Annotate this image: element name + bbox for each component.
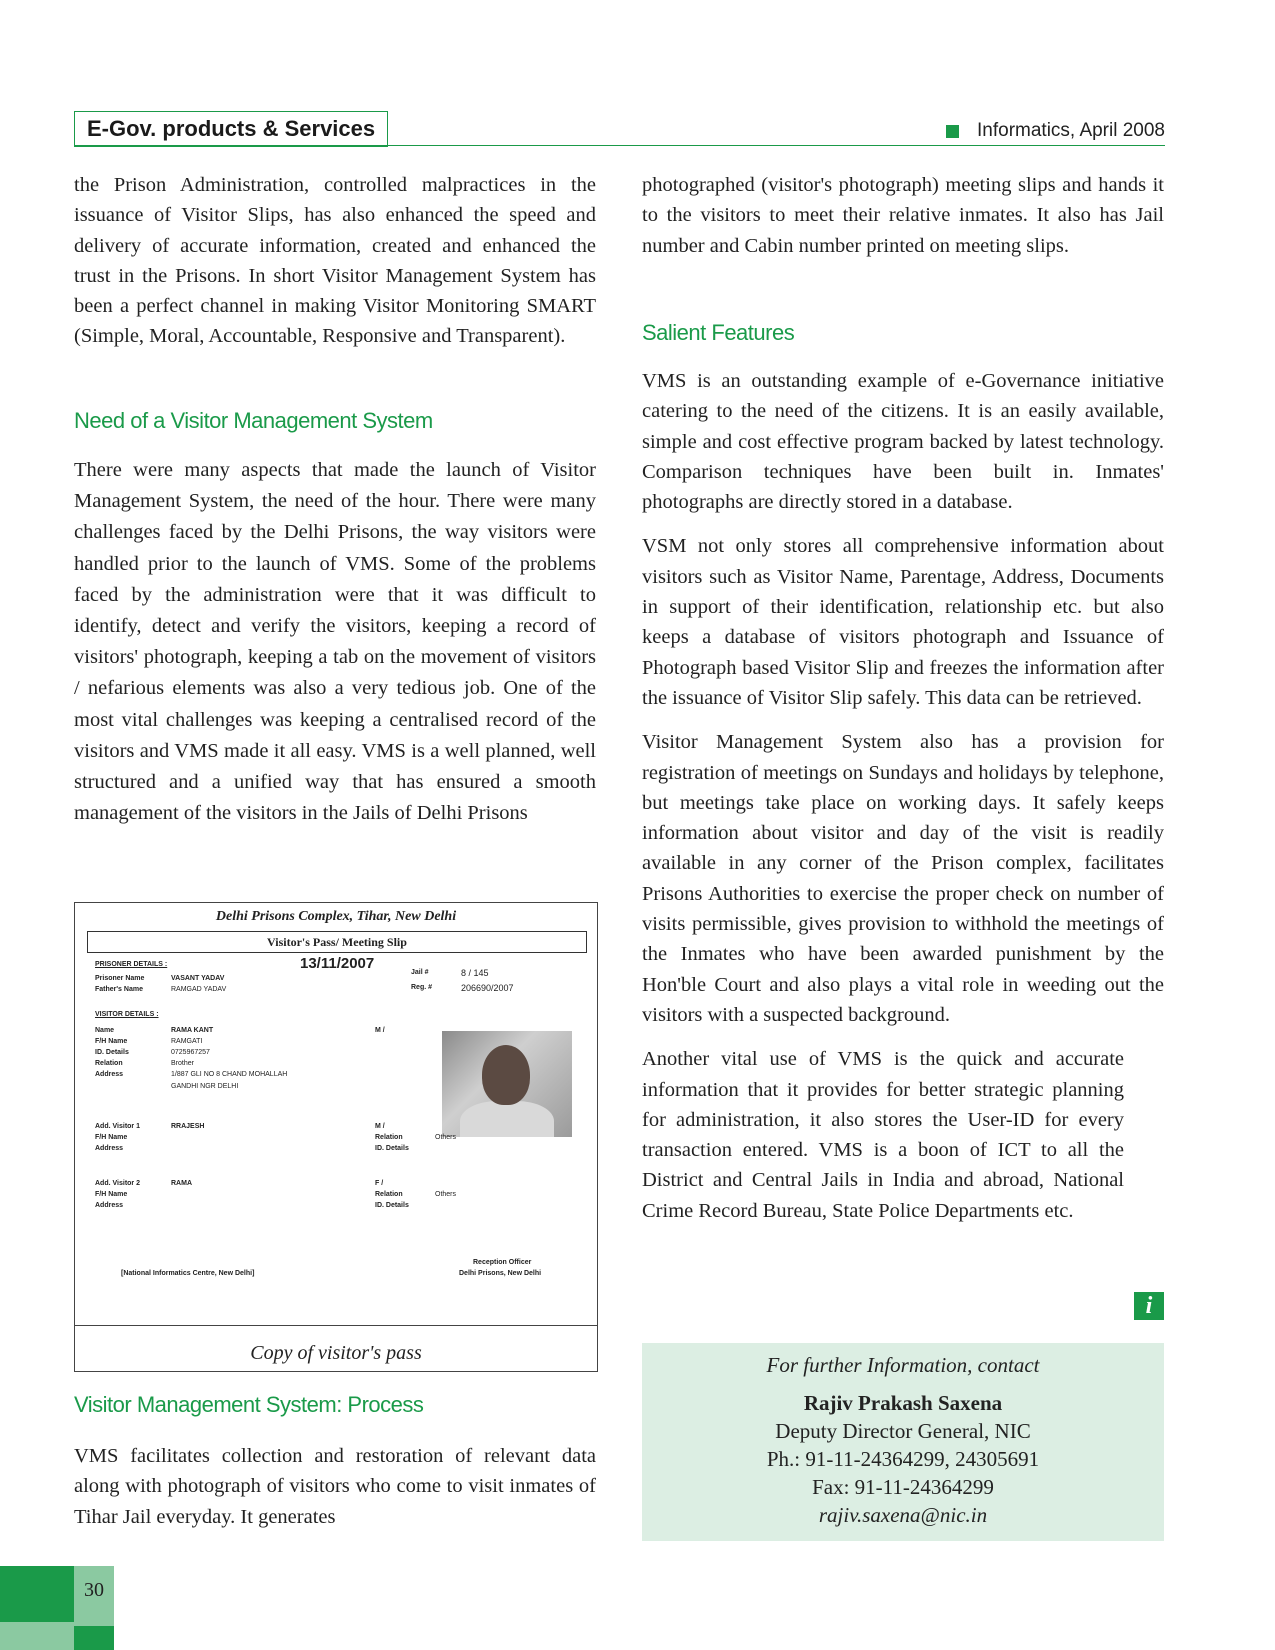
jail-number: 8 / 145 xyxy=(461,968,489,978)
nic-footer: [National Informatics Centre, New Delhi] xyxy=(121,1270,255,1277)
left-column xyxy=(74,170,596,352)
addl-1-address-label: Address xyxy=(95,1145,124,1152)
contact-role: Deputy Director General, NIC xyxy=(775,1419,1031,1443)
right-column xyxy=(642,170,1164,261)
addl-2-address-label: Address xyxy=(95,1202,124,1209)
section-title: E-Gov. products & Services xyxy=(74,111,388,147)
visitor-pass-image xyxy=(75,903,597,1326)
addl-visitor-2: RAMA xyxy=(171,1180,192,1187)
right-paragraph-4: Visitor Management System also has a provision for registration of meetings on Sundays and holidays by telephone, but meetings take place on working days. It safely keeps information about visitor and day of the visit is readily available in any corner of the Prison complex, facilitates Prisons Authorities to exercise the proper check on number of visits permissible, gives provision to withhold the meetings of the Inmates who have been awarded punishment by the Hon'ble Court and also plays a vital role in weeding out the visitors with a suspected background. xyxy=(642,731,1164,1026)
addl-visitor-1-gender: M / xyxy=(375,1123,385,1130)
addl-2-fh-label: F/H Name xyxy=(95,1191,128,1198)
visitor-pass-figure xyxy=(74,902,598,1372)
reception-office: Delhi Prisons, New Delhi xyxy=(459,1270,542,1277)
father-name: RAMGAD YADAV xyxy=(171,986,227,993)
addl-1-relation: Others xyxy=(435,1134,457,1141)
pass-date: 13/11/2007 xyxy=(300,955,375,972)
visitor-photo xyxy=(442,1031,572,1137)
relation-value: Brother xyxy=(171,1060,194,1067)
addl-1-relation-label: Relation xyxy=(375,1134,403,1141)
right-paragraph-3: VSM not only stores all comprehensive information about visitors such as Visitor Name, Parentage, Address, Documents in support of their identification, relationship etc. but also keeps a database of visitors photograph and Issuance of Photograph based Visitor Slip and freezes the information after the issuance of Visitor Slip safely. This data can be retrieved. xyxy=(642,535,1164,709)
page-corner-block xyxy=(0,1566,74,1622)
contact-fax: Fax: 91-11-24364299 xyxy=(812,1475,994,1499)
left-column-2 xyxy=(74,455,596,829)
addl-2-relation: Others xyxy=(435,1191,457,1198)
addl-visitor-1-label: Add. Visitor 1 xyxy=(95,1123,140,1130)
jail-label: Jail # xyxy=(411,969,429,976)
prisoner-name: VASANT YADAV xyxy=(171,975,225,982)
visitor-gender: M / xyxy=(375,1027,385,1034)
contact-name: Rajiv Prakash Saxena xyxy=(803,1391,1003,1415)
reg-number: 206690/2007 xyxy=(461,983,514,993)
right-paragraph-1: photographed (visitor's photograph) meeting slips and hands it to the visitors to meet their relative inmates. It also has Jail number and Cabin number printed on meeting slips. xyxy=(642,174,1164,257)
addl-visitor-2-label: Add. Visitor 2 xyxy=(95,1180,140,1187)
reception-officer: Reception Officer xyxy=(473,1259,532,1266)
fh-name-label: F/H Name xyxy=(95,1038,128,1045)
right-paragraph-5: Another vital use of VMS is the quick and accurate information that it provides for better strategic planning for administration, it also stores the User-ID for every transaction entered. VMS is a boon of ICT to all the District and Central Jails in India and abroad, National Crime Record Bureau, State Police Departments etc. xyxy=(642,1048,1124,1222)
visitor-name-label: Name xyxy=(95,1027,115,1034)
right-paragraph-2: VMS is an outstanding example of e-Governance initiative catering to the need of the citizens. It is an easily available, simple and cost effective program backed by latest technology. Comparison techniques have been built in. Inmates' photographs are directly stored in a database. xyxy=(642,370,1164,514)
pass-title: Visitor's Pass/ Meeting Slip xyxy=(87,931,587,953)
fh-name: RAMGATI xyxy=(171,1038,203,1045)
addl-2-relation-label: Relation xyxy=(375,1191,403,1198)
page-corner-block-light xyxy=(0,1622,74,1650)
addl-visitor-1: RRAJESH xyxy=(171,1123,205,1130)
address-label: Address xyxy=(95,1071,124,1078)
heading-vms-process: Visitor Management System: Process xyxy=(74,1392,424,1417)
info-icon: i xyxy=(1134,1292,1164,1320)
photo-head-shape xyxy=(482,1045,530,1105)
page-corner-strip xyxy=(74,1626,114,1650)
contact-intro: For further Information, contact xyxy=(766,1353,1040,1377)
relation-label: Relation xyxy=(95,1060,123,1067)
left-paragraph-1: the Prison Administration, controlled malpractices in the issuance of Visitor Slips, has also enhanced the speed and delivery of accurate information, created and enhanced the trust in the Prisons. In short Visitor Management System has been a perfect channel in making Visitor Monitoring SMART (Simple, Moral, Accountable, Responsive and Transparent). xyxy=(74,174,596,348)
addl-visitor-2-gender: F / xyxy=(375,1180,384,1187)
left-paragraph-2: There were many aspects that made the launch of Visitor Management System, the need of the hour. There were many challenges faced by the Delhi Prisons, the way visitors were handled prior to the launch of VMS. Some of the problems faced by the administration were that it was difficult to identify, detect and verify the visitors, keeping a record of visitors' photograph, keeping a tab on the movement of visitors / nefarious elements was also a very tedious job. One of the most vital challenges was keeping a centralised record of the visitors and VMS made it all easy. VMS is a well planned, well structured and a unified way that has ensured a smooth management of the visitors in the Jails of Delhi Prisons xyxy=(74,459,596,825)
heading-salient-features: Salient Features xyxy=(642,320,795,345)
square-bullet-icon xyxy=(946,125,959,138)
address-line-1: 1/887 GLI NO 8 CHAND MOHALLAH xyxy=(171,1071,288,1078)
id-details-label: ID. Details xyxy=(95,1049,129,1056)
father-name-label: Father's Name xyxy=(95,986,143,993)
contact-phone: Ph.: 91-11-24364299, 24305691 xyxy=(766,1447,1040,1471)
photo-shirt-shape xyxy=(460,1101,554,1137)
address-line-2: GANDHI NGR DELHI xyxy=(171,1083,239,1090)
visitor-details-label: VISITOR DETAILS : xyxy=(95,1011,159,1018)
prisoner-name-label: Prisoner Name xyxy=(95,975,145,982)
issue-label xyxy=(946,120,1165,142)
figure-caption: Copy of visitor's pass xyxy=(250,1342,422,1364)
header-rule xyxy=(74,145,1165,146)
heading-need-vms: Need of a Visitor Management System xyxy=(74,408,433,433)
addl-1-fh-label: F/H Name xyxy=(95,1134,128,1141)
contact-box xyxy=(642,1343,1164,1541)
addl-1-id-label: ID. Details xyxy=(375,1145,409,1152)
right-column-2 xyxy=(642,366,1164,1226)
issue-text: Informatics, April 2008 xyxy=(977,120,1165,141)
page-number: 30 xyxy=(74,1566,114,1626)
left-column-3 xyxy=(74,1441,596,1532)
pass-header: Delhi Prisons Complex, Tihar, New Delhi xyxy=(215,909,457,924)
id-details: 0725967257 xyxy=(171,1049,210,1056)
left-paragraph-3: VMS facilitates collection and restoration of relevant data along with photograph of visitors who come to visit inmates of Tihar Jail everyday. It generates xyxy=(74,1445,596,1528)
reg-label: Reg. # xyxy=(411,984,433,991)
visitor-name: RAMA KANT xyxy=(171,1027,214,1034)
addl-2-id-label: ID. Details xyxy=(375,1202,409,1209)
prisoner-details-label: PRISONER DETAILS : xyxy=(95,961,168,968)
contact-email[interactable]: rajiv.saxena@nic.in xyxy=(818,1503,988,1527)
